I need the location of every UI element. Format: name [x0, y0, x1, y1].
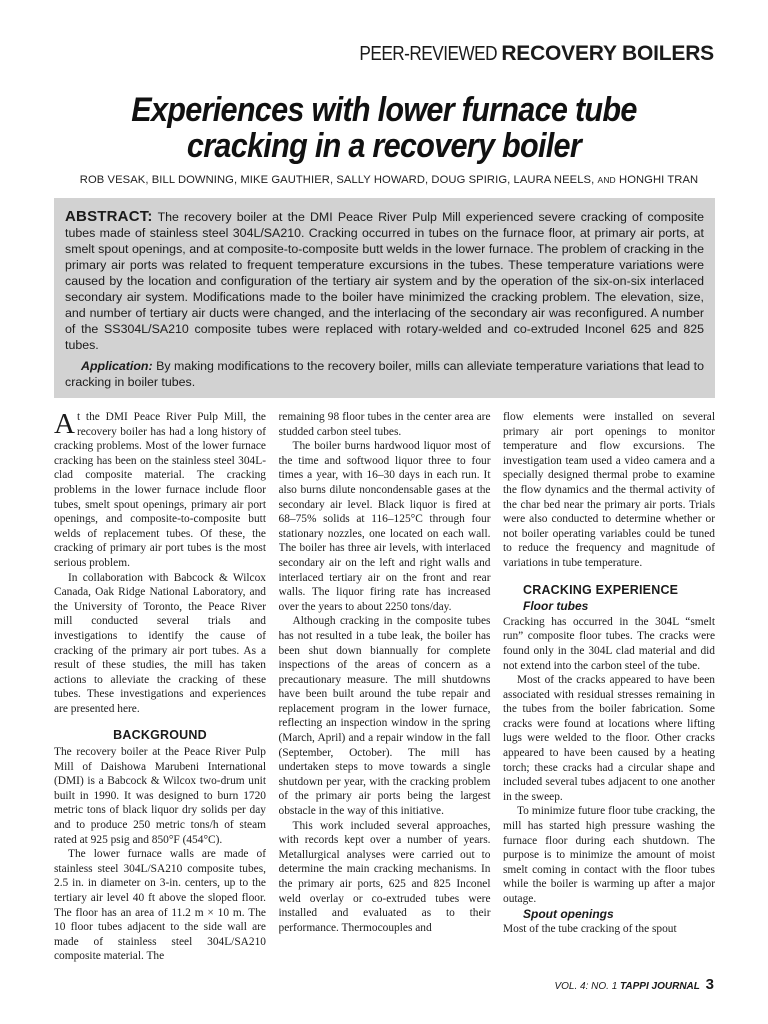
shutdown-paragraph: Although cracking in the composite tubes has not resulted in a tube leak, the boiler has been shut down biannually for complete inspections of the areas of concern as a precautionary measure. The mill shutdowns have been built around the tube repair and replacement program in the lower furnace, reflecting an inspection window in the spring (March, April) and a repair window in the fall (September, October). The mill has undertaken steps to move towards a single shutdown per year, with the cracking problem of the primary air ports being the largest obstacle in the way of this initiative.	[278, 615, 491, 818]
title-line-1: Experiences with lower furnace tube	[131, 91, 637, 129]
author-last: HONGHI TRAN	[619, 174, 699, 186]
page-number: 3	[705, 976, 714, 993]
header-section: RECOVERY BOILERS	[501, 42, 714, 65]
column-3	[503, 410, 715, 970]
intro-paragraph	[54, 410, 266, 571]
abstract-paragraph	[65, 209, 704, 353]
drop-cap: A	[54, 410, 75, 440]
background-paragraph-2: The lower furnace walls are made of stainless steel 304L/SA210 composite tubes, 2.5 in. in diameter on 3-in. centers, up to the tertiary air level 40 ft above the sloped floor. The floor has an area of 11.2 m × 10 m. The 10 floor tubes adjacent to the side wall are made of stainless steel 304L/SA210 composite material. The	[54, 848, 266, 963]
abstract-text: The recovery boiler at the DMI Peace River Pulp Mill experienced severe cracking of composite tubes made of stainless steel 304L/SA210. Cracking occurred in tubes on the furnace floor, at primary air ports, at smelt spout openings, and at composite-to-composite butt welds in the lower furnace. The problem of cracking in the primary air ports was related to frequent temperature excursions in the tubes. These temperature variations were caused by the location and configuration of the tertiary air system and by the operation of the six-on-six interlaced secondary air system. Modifications made to the boiler have minimized the cracking problem. The elevation, size, and number of tertiary air ducts were changed, and the interlacing of the secondary air was reconfigured. A number of the SS304L/SA210 composite tubes were replaced with rotary-welded and co-extruded Inconel 625 and 825 tubes.	[65, 210, 705, 352]
intro-text: t the DMI Peace River Pulp Mill, the recovery boiler has had a long history of cracking problems. Most of the lower furnace cracking has been on the stainless steel 304L-clad composite material. The cracking problems in the lower furnace include floor tubes, smelt spout openings, primary air port openings, and composite-to-composite butt welds of replacement tubes. Of these, the cracking of primary air port tubes is the most serious problem.	[54, 411, 266, 569]
author-list	[40, 174, 738, 186]
running-header	[54, 42, 714, 72]
subheading-floor-tubes: Floor tubes	[523, 599, 589, 614]
background-paragraph-1: The recovery boiler at the Peace River Pulp Mill of Daishowa Marubeni International (DMI) is a Babcock & Wilcox two-drum unit built in 1990. It was designed to burn 1720 metric tons of black liquor dry solids per day and to produce 250 metric tons/h of steam rated at 925 psig and 850°F (454°C).	[54, 746, 266, 846]
header-prefix: PEER-REVIEWED	[359, 43, 498, 65]
approach-paragraph: This work included several approaches, with records kept over a number of years. Metallurgical analyses were carried out to determine the main cracking mechanisms. In the primary air ports, 625 and 825 Inconel weld overlay or co-extruded tubes were installed and evaluated as to their performance. Thermocouples and	[278, 819, 491, 934]
article-title	[60, 92, 708, 164]
subheading-spout-openings: Spout openings	[523, 906, 614, 921]
footer-issue: VOL. 4: NO. 1	[554, 981, 618, 992]
page-footer	[554, 976, 714, 993]
body-columns	[54, 410, 715, 970]
abstract-label: ABSTRACT:	[65, 208, 153, 225]
column-2	[279, 410, 491, 970]
application-paragraph	[65, 358, 704, 390]
application-text: By making modifications to the recovery boiler, mills can alleviate temperature variations that lead to cracking in boiler tubes.	[65, 359, 704, 389]
heading-background: BACKGROUND	[113, 728, 207, 743]
column-1	[54, 410, 266, 970]
liquor-paragraph: The boiler burns hardwood liquor most of the time and softwood liquor three to four times a year, with 16–30 days in each run. It also burns dilute noncondensable gases at the secondary air level. Black liquor is fired at 68–75% solids at 116–125°C through four stationary nozzles, one located on each wall. The boiler has three air levels, with interlaced secondary air on the left and right walls and interlaced tertiary air on the front and rear walls. The liquor firing rate has increased over the years to about 2250 tons/day.	[278, 440, 491, 613]
continued-paragraph: remaining 98 floor tubes in the center area are studded carbon steel tubes.	[278, 411, 491, 438]
heading-cracking-experience: CRACKING EXPERIENCE	[523, 582, 679, 597]
application-label: Application:	[81, 359, 153, 373]
author-and: AND	[597, 175, 616, 185]
floor-tubes-paragraph-3: To minimize future floor tube cracking, the mill has started high pressure washing the furnace floor during each shutdown. The purpose is to minimize the amount of moist smelt coming in contact with the floor tubes while the boiler is warming up after a major outage.	[503, 805, 715, 905]
title-line-2: cracking in a recovery boiler	[186, 127, 582, 165]
footer-journal: TAPPI JOURNAL	[620, 981, 700, 992]
flow-paragraph: flow elements were installed on several primary air port openings to monitor temperature and flow excursions. The investigation team used a video camera and a specially designed thermal probe to examine the flow dynamics and the thermal activity of the char bed near the primary air ports. Trials were also conducted to determine whether or not boiler operating variables could be tuned to reduce the frequency and magnitude of variations in tube temperature.	[503, 411, 715, 569]
floor-tubes-paragraph-2: Most of the cracks appeared to have been associated with residual stresses remaining in the tubes from the boiler fabrication. Some cracks were found at locations where lifting lugs were welded to the floor. Other cracks appeared to have been caused by a heating torch; these cracks had a circular shape and included several tubes adjacent to one another in the sweep.	[503, 674, 715, 803]
floor-tubes-paragraph-1: Cracking has occurred in the 304L “smelt run” composite floor tubes. The cracks were found only in the 304L clad material and did not extend into the carbon steel of the tube.	[503, 615, 715, 672]
spout-paragraph: Most of the tube cracking of the spout	[503, 923, 677, 936]
collaboration-paragraph: In collaboration with Babcock & Wilcox Canada, Oak Ridge National Laboratory, and the University of Toronto, the Peace River mill conducted several trials and investigations to identify the cause of cracking of the primary air port tubes. As a result of these studies, the mill has taken actions to alleviate the cracking of these tubes. These investigations and experiences are presented here.	[54, 571, 266, 715]
author-names: ROB VESAK, BILL DOWNING, MIKE GAUTHIER, SALLY HOWARD, DOUG SPIRIG, LAURA NEELS,	[79, 174, 595, 186]
abstract-box	[54, 198, 715, 398]
